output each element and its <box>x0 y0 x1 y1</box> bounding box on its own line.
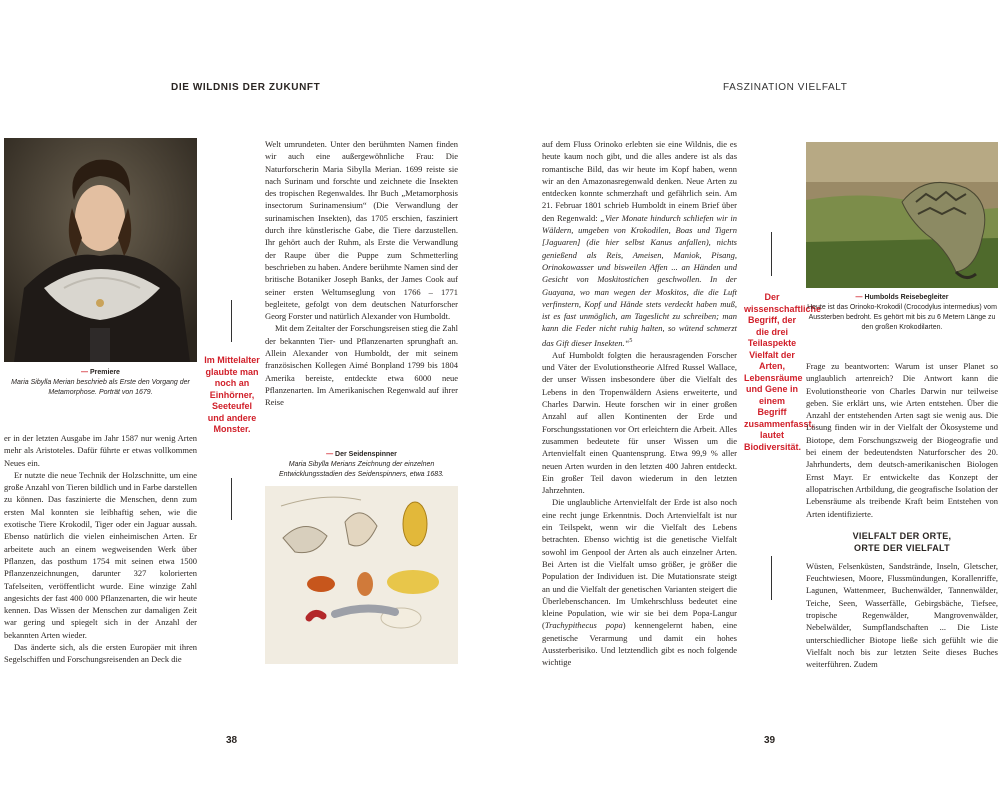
paragraph <box>542 138 737 349</box>
silkworm-caption-body: Maria Sibylla Merians Zeichnung der einzelnen Entwicklungsstadien des Seidenspinners, etwa 1683. <box>279 461 444 478</box>
pullquote-rule-top <box>771 232 772 276</box>
section-subheading <box>806 530 998 554</box>
page-number-right: 39 <box>764 735 776 746</box>
crocodile-caption <box>806 293 998 333</box>
running-head-right: FASZINATION VIELFALT <box>723 82 848 93</box>
paragraph <box>542 496 737 668</box>
portrait-caption <box>4 368 197 398</box>
portrait-caption-body: Maria Sibylla Merian beschrieb als Erste den Vorgang der Metamorphose. Porträt von 1679. <box>11 379 190 396</box>
portrait-image <box>4 138 197 362</box>
subheading-line: ORTE DER VIELFALT <box>854 542 950 553</box>
pullquote-rule-top <box>231 300 232 342</box>
crocodile-image <box>806 142 998 288</box>
species-name: Trachypithecus popa <box>544 620 623 631</box>
portrait-illustration <box>4 138 197 362</box>
paragraph: Er nutzte die neue Technik der Holzschnitte, um eine große Anzahl von Tieren bildlich und in Farbe darstellen zu können. Das faszinierte die Menschen, denn zum ersten Mal konnten sie leibhaftig sehen, wie die exotische Tiere Krokodil, Tiger oder ein Jaguar aussah. Ebenso natürlich die vielen einheimischen Arten. Er arbeitete auch an einem wegweisenden Werk über Pflanzen, das posthum 1754 mit seinen etwa 1500 Pflanzenzeichnungen, darunter 327 kolorierten Tafelseiten, veröffentlicht wurde. Eine winzige Zahl angesichts der fast 400 000 Pflanzenarten, die wir heute kennen. Das Wissen der Menschen zur damaligen Zeit war gering und spiegelt sich in der Anzahl der bekannten Arten wieder. <box>4 469 197 640</box>
crocodile-photo <box>806 142 998 288</box>
running-head-left: DIE WILDNIS DER ZUKUNFT <box>171 82 321 93</box>
text-column-1 <box>4 432 197 666</box>
humboldt-quote: „Vier Monate hindurch schliefen wir in Wäldern, umgeben von Krokodilen, Boas und Tigern [Jaguaren] (die hier selbst Kanus anfallen), nichts genießend als Reis, Ameisen, Maniok, Pisang, Orinokowasser und bisweilen Affen ... an Händen und Gesicht von Moskitostichen geschwollen. In der Guayana, wo man wegen der Moskitos, die die Luft verfinstern, Kopf und Hände stets verdeckt haben muß, ist es fast unmöglich, am Tageslicht zu schreiben; man kann die Feder nicht ruhig halten, so wütend schmerzt das Gift dieser Insekten.“ <box>542 212 738 348</box>
text-run: ) kennengelernt haben, eine genetische Verarmung und damit ein hohes Aussterberisiko. Und letztendlich gibt es noch folgende wichtige <box>542 620 737 668</box>
paragraph: Auf Humboldt folgten die herausragenden Forscher und Väter der Evolutionstheorie Alfred Russel Wallace, der unser Wissen insbesondere über die Vielfalt des Lebens in den Tropenwäldern Asiens erweiterte, und Charles Darwin. Heute forschen wir in einer großen Anzahl auf allen Kontinenten der Erde und Forschungsstationen vor Ort erleichtern die Arbeit. Alles zusammen bedeutete für unser Wissen um die Artenvielfalt einen Quantensprung. Etwa 99,9 % aller neuen Arten wurden in den letzten 400 Jahren entdeckt. Ein großer Teil davon wiederum in den letzten Jahrzehnten. <box>542 349 737 496</box>
crocodile-caption-title: — Humbolds Reisebegleiter <box>855 294 949 301</box>
subheading-line: VIELFALT DER ORTE, <box>852 530 952 541</box>
pullquote-rule-bottom <box>231 478 232 520</box>
text-run: Die unglaubliche Artenvielfalt der Erde ist also noch eine recht junge Erkenntnis. Doch Artenvielfalt ist nur ein Teilspekt, wenn wir die Vielfalt des Lebens betrachten. Ebenso wichtig ist die genetische Vielfalt sowohl im Genpool der Arten als auch einzelner Arten. Bei Arten ist die Vielfalt umso größer, je größer die Population der Individuen ist. Die Mutationsrate steigt an und die Vielfalt der genetischen Varianten steigert die Überlebenschancen. Im Umkehrschluss bedeutet eine kleine Population, wie wir sie bei dem Popa-Langur ( <box>542 497 737 631</box>
paragraph: Frage zu beantworten: Warum ist unser Planet so unglaublich artenreich? Die Antwort kann die Evolutionstheorie von Charles Darwin nur teilweise geben. Sie erklärt uns, wie Arten entstehen. Über die Anzahl der entstehenden Arten sagt sie wenig aus. Die Lösung finden wir in der Vielfalt der Ökosysteme und Biotope, dem Forschungszweig der Biogeografie und bei einem der bedeutendsten Naturforscher des 20. Jahrhunderts, dem deutsch-amerikanischen Biologen Ernst Mayr. Er entwickelte das Konzept der allopatrischen Artbildung, die geografische Isolation der Lebensräume als treibende Kraft beim Entstehen von Arten identifizierte. <box>806 361 998 519</box>
silkworm-caption <box>265 450 458 480</box>
pullquote-left: Im Mittelalter glaubte man noch an Einhörner, Seeteufel und andere Monster. <box>204 355 260 434</box>
paragraph: Welt umrundeten. Unter den berühmten Namen finden wir auch eine außergewöhnliche Frau: Die Naturforscherin Maria Sibylla Merian. 1699 reiste sie nach Surinam und forschte und zeichnete die Insekten des tropischen Regenwaldes. Ihr Buch „Metamorphosis insectorum Surinamensium“ (Die Verwandlung der surinamischen Insekten), das 1705 erschien, fasziniert durch ihre künstlerische Gabe, die Tiere darzustellen. Ihr gehört auch der Ruhm, als Erste die Verwandlung der Raupe über die Puppe zum Schmetterling beschrieben zu haben. Andere berühmte Namen sind der britische Botaniker Joseph Banks, der James Cook auf seiner ersten Weltumseglung von 1766 – 1771 begleitete, gefolgt von dem deutschen Naturforscher Georg Forster und natürlich Alexander von Humboldt. <box>265 139 458 322</box>
silkworm-caption-title: — Der Seidenspinner <box>326 451 397 458</box>
paragraph: Wüsten, Felsenküsten, Sandstrände, Inseln, Gletscher, Feuchtwiesen, Moore, Flussmündungen, Korallenriffe, Lagunen, Wattenmeer, Buchenwälder, Tannenwälder, Teiche, Seen, Wasserfälle, Gebirgsbäche, Tiefsee, tropische Regenwälder, Mangrovenwälder, Nebelwälder, Sumpflandschaften ... Die Liste unterschiedlicher Biotope ließe sich gefühlt wie die Vielfalt noch bis zur letzten Seite dieses Buches weiterführen. Zudem <box>806 560 998 670</box>
text-run: auf dem Fluss Orinoko erlebten sie eine Wildnis, die es heute kaum noch gibt, und die alles andere ist als das romantische Bild, das wir heute im Kopf haben, wenn wir an den Amazonasregenwald denken. Neue Arten zu entdecken konnte schmerzhaft und gefährlich sein. Am 21. Februar 1801 schrieb Humboldt in einem Brief über den Regenwald: <box>542 139 737 223</box>
paragraph: er in der letzten Ausgabe im Jahr 1587 nur wenig Arten mehr als Aristoteles. Dafür führte er etwas vollkommen Neues ein. <box>4 433 197 468</box>
paragraph: Das änderte sich, als die ersten Europäer mit ihren Segelschiffen und Forschungsreisenden an Deck die <box>4 642 197 665</box>
pullquote-right: Der wissenschaftliche Begriff, der die drei Teilaspekte Vielfalt der Arten, Lebensräume und Gene in einem Begriff zusammenfasst, lautet Biodiversität. <box>744 292 822 452</box>
text-column-2 <box>265 138 458 409</box>
crocodile-caption-body: Heute ist das Orinoko-Krokodil (Crocodylus intermedius) vom Aussterben bedroht. Es gehört mit bis zu 6 Metern Länge zu den großen Krokodilarten. <box>807 304 997 331</box>
silkworm-image <box>265 486 458 664</box>
text-column-4 <box>806 360 998 671</box>
paragraph: Mit dem Zeitalter der Forschungsreisen stieg die Zahl der bekannten Tier- und Pflanzenarten sprunghaft an. Allein Alexander von Humboldt, der mit seinem französischen Kollegen Aimé Bonpland 1799 bis 1804 Amerika bereiste, entdeckte etwa 6000 neue Pflanzenarten. Im Amerikanischen Regenwald auf ihrer Reise <box>265 323 458 408</box>
footnote-marker: 5 <box>629 337 633 344</box>
silkworm-illustration <box>265 486 458 664</box>
portrait-caption-title: — Premiere <box>81 369 120 376</box>
pullquote-rule-bottom <box>771 556 772 600</box>
page-number-left: 38 <box>226 735 238 746</box>
text-column-3 <box>542 138 737 669</box>
